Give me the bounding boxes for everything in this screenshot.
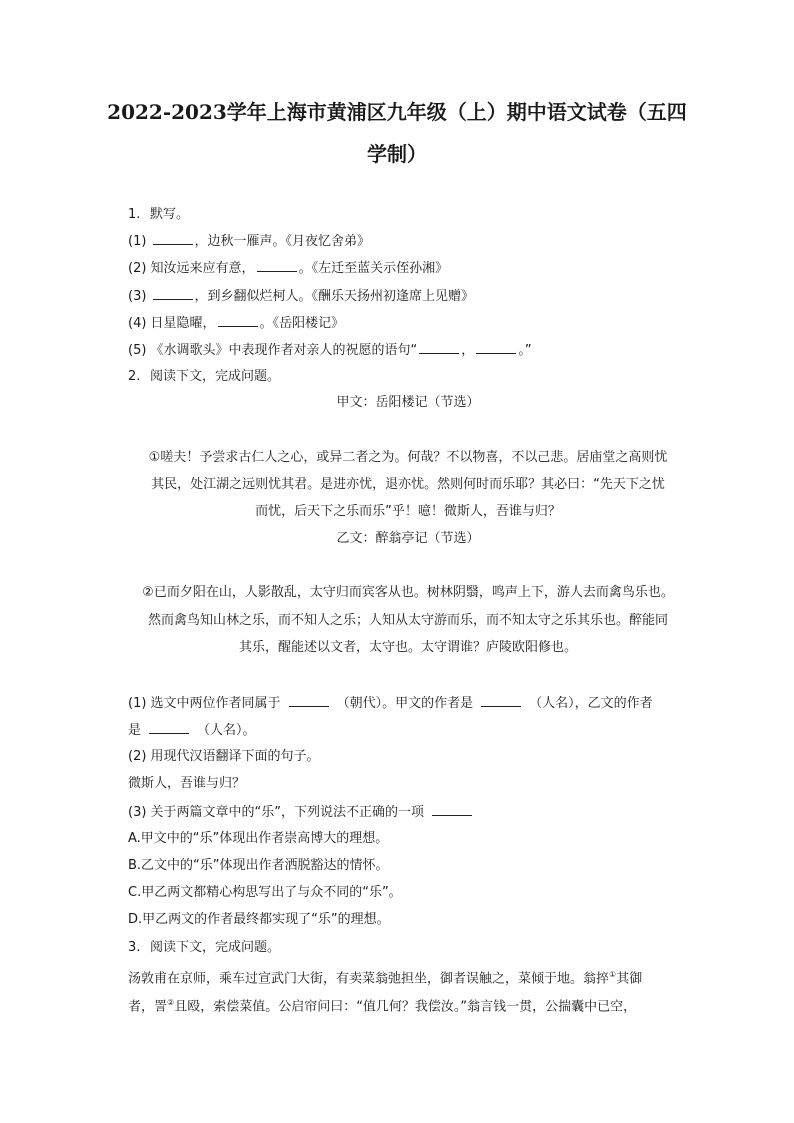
q1-item-4: (4) 日星隐曜， 。《岳阳楼记》	[128, 316, 345, 331]
q2-option-d: D.甲乙两文的作者最终都实现了“乐”的理想。	[128, 912, 390, 927]
answer-blank[interactable]	[481, 694, 521, 707]
answer-blank[interactable]	[149, 721, 189, 734]
passage-jia-line-3: 而忧，后天下之乐而乐”乎！噫！微斯人，吾谁与归？	[255, 504, 561, 519]
passage-3-line-1: 汤敦甫在京师，乘车过宣武门大街，有卖菜翁弛担坐，御者误触之，菜倾于地。翁捽①其御	[128, 970, 643, 987]
q2-option-c: C.甲乙两文都精心构思写出了与众不同的“乐”。	[128, 885, 402, 900]
q2-sub-3: (3) 关于两篇文章中的“乐”，下列说法不正确的一项	[128, 803, 474, 822]
page-title-line-2: 学制）	[367, 142, 427, 166]
answer-blank[interactable]	[153, 287, 193, 300]
passage-yi-title: 乙文：醉翁亭记（节选）	[336, 531, 480, 546]
question-number: 2.	[128, 369, 141, 384]
q2-sub-2: (2) 用现代汉语翻译下面的句子。	[128, 749, 320, 764]
passage-jia-line-1: ①嗟夫！予尝求古仁人之心，或异二者之为。何哉？不以物喜，不以己悲。居庙堂之高则忧	[148, 450, 668, 465]
answer-blank[interactable]	[257, 259, 297, 272]
question-number: 3.	[128, 940, 141, 955]
q2-sub-2-sentence: 微斯人，吾谁与归？	[128, 776, 246, 791]
passage-yi-line-3: 其乐，醒能述以文者，太守也。太守谓谁？庐陵欧阳修也。	[238, 640, 577, 655]
question-title: 阅读下文，完成问题。	[150, 940, 281, 955]
answer-blank[interactable]	[432, 803, 472, 816]
q2-option-b: B.乙文中的“乐”体现出作者洒脱豁达的情怀。	[128, 858, 389, 873]
q1-item-5: (5) 《水调歌头》中表现作者对亲人的祝愿的语句“ ， 。”	[128, 343, 532, 358]
question-title: 阅读下文，完成问题。	[150, 369, 281, 384]
passage-yi-line-2: 然而禽鸟知山林之乐，而不知人之乐；人知从太守游而乐，而不知太守之乐其乐也。醉能同	[147, 613, 668, 628]
q2-sub-1-line-1: (1) 选文中两位作者同属于 （朝代）。甲文的作者是 （人名），乙文的作者	[128, 696, 653, 711]
q1-item-3: (3) ，到乡翻似烂柯人。《酬乐天扬州初逢席上见赠》	[128, 289, 475, 304]
q1-item-2: (2) 知汝远来应有意， 。《左迁至蓝关示侄孙湘》	[128, 261, 449, 276]
footnote-marker: ①	[609, 970, 617, 979]
passage-jia-line-2: 其民，处江湖之远则忧其君。是进亦忧，退亦忧。然则何时而乐耶？其必曰：“先天下之忧	[151, 477, 665, 492]
answer-blank[interactable]	[289, 694, 329, 707]
q2-sub-1-line-2: 是 （人名）。	[128, 723, 256, 738]
answer-blank[interactable]	[476, 341, 516, 354]
passage-yi-line-1: ②已而夕阳在山，人影散乱，太守归而宾客从也。树林阴翳，鸣声上下，游人去而禽鸟乐也。	[142, 585, 674, 600]
question-2-heading	[128, 368, 280, 386]
q1-item-1: (1) ，边秋一雁声。《月夜忆舍弟》	[128, 234, 371, 249]
page-title-line-1: 2022-2023学年上海市黄浦区九年级（上）期中语文试卷（五四	[107, 100, 687, 124]
answer-blank[interactable]	[419, 341, 459, 354]
passage-3-line-2: 者，詈②且殴，索偿菜值。公启帘问曰：“值几何？我偿汝。”翁言钱一贯，公揣囊中已空，	[128, 998, 637, 1015]
question-title: 默写。	[150, 207, 190, 222]
answer-blank[interactable]	[218, 314, 258, 327]
passage-jia-title: 甲文：岳阳楼记（节选）	[336, 395, 480, 410]
question-1-heading	[128, 206, 189, 224]
footnote-marker: ②	[167, 998, 175, 1007]
question-3-heading	[128, 939, 280, 957]
question-number: 1.	[128, 207, 141, 222]
answer-blank[interactable]	[153, 232, 193, 245]
q2-option-a: A.甲文中的“乐”体现出作者崇高博大的理想。	[128, 831, 389, 846]
